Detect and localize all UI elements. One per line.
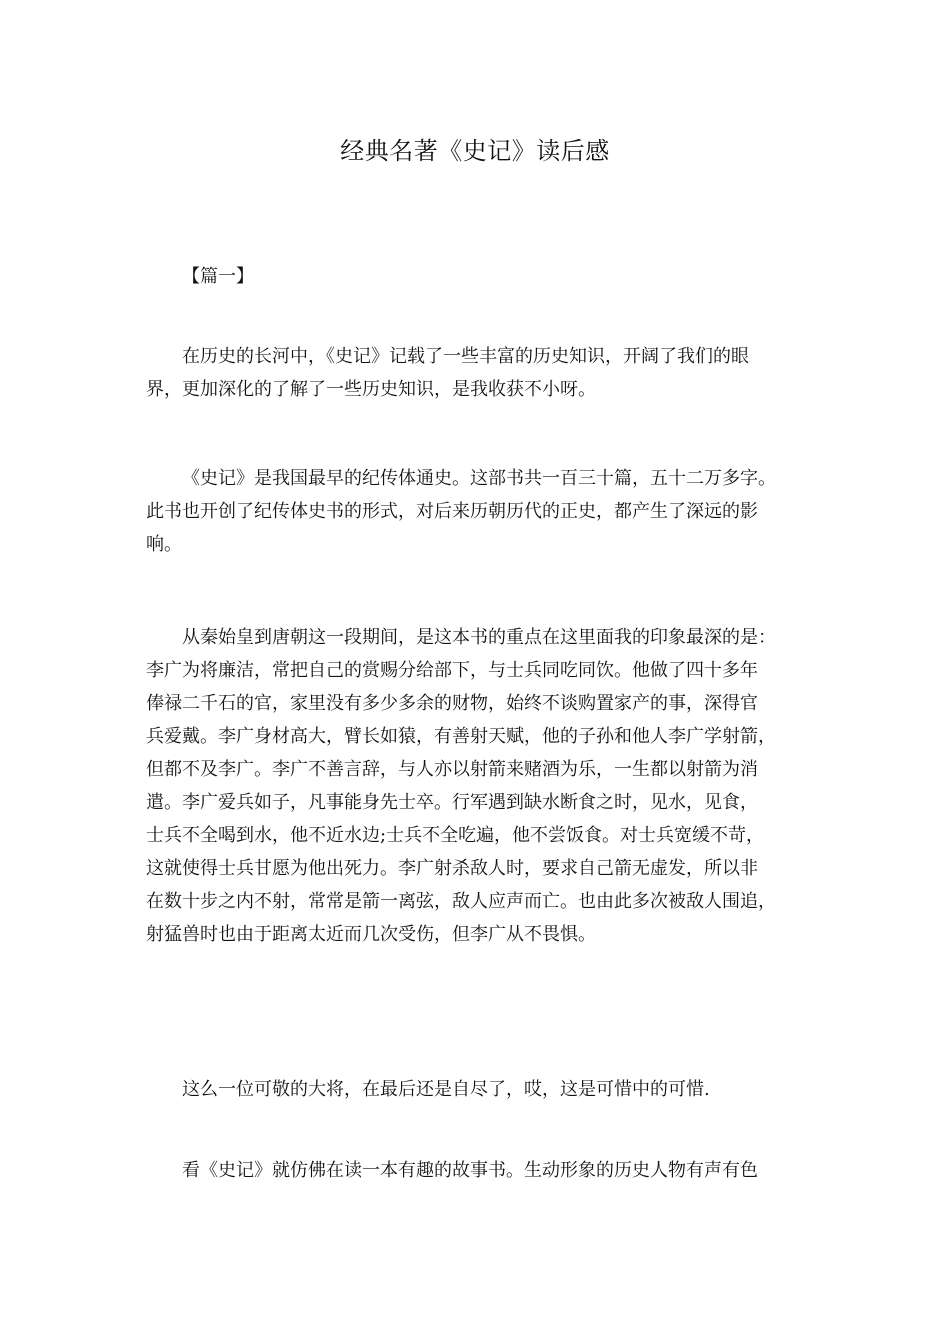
paragraph-line: 遣。李广爱兵如子，凡事能身先士卒。行军遇到缺水断食之时，见水，见食， <box>146 792 758 813</box>
paragraph-line: 俸禄二千石的官，家里没有多少多余的财物，始终不谈购置家产的事，深得官 <box>146 693 758 714</box>
paragraph-line: 看《史记》就仿佛在读一本有趣的故事书。生动形象的历史人物有声有色 <box>182 1160 758 1181</box>
paragraph-1 <box>146 340 810 406</box>
paragraph-line: 李广为将廉洁，常把自己的赏赐分给部下，与士兵同吃同饮。他做了四十多年 <box>146 660 758 681</box>
paragraph-line: 响。 <box>146 534 182 555</box>
paragraph-3 <box>146 621 810 951</box>
paragraph-4 <box>146 1073 810 1106</box>
paragraph-2 <box>146 462 810 561</box>
paragraph-5 <box>146 1154 810 1187</box>
paragraph-line: 士兵不全喝到水，他不近水边;士兵不全吃遍，他不尝饭食。对士兵宽缓不苛， <box>146 825 765 846</box>
paragraph-line: 从秦始皇到唐朝这一段期间，是这本书的重点在这里面我的印象最深的是： <box>182 627 776 648</box>
paragraph-line: 在历史的长河中，《史记》记载了一些丰富的历史知识，开阔了我们的眼 <box>182 346 749 367</box>
paragraph-line: 此书也开创了纪传体史书的形式，对后来历朝历代的正史，都产生了深远的影 <box>146 501 758 522</box>
paragraph-line: 这么一位可敬的大将，在最后还是自尽了，哎，这是可惜中的可惜. <box>182 1079 710 1100</box>
document-title: 经典名著《史记》读后感 <box>340 137 610 165</box>
section-label: 【篇一】 <box>182 266 254 287</box>
paragraph-line: 射猛兽时也由于距离太近而几次受伤，但李广从不畏惧。 <box>146 924 596 945</box>
paragraph-line: 界，更加深化的了解了一些历史知识，是我收获不小呀。 <box>146 379 596 400</box>
paragraph-line: 这就使得士兵甘愿为他出死力。李广射杀敌人时，要求自己箭无虚发，所以非 <box>146 858 758 879</box>
paragraph-line: 但都不及李广。李广不善言辞，与人亦以射箭来赌酒为乐，一生都以射箭为消 <box>146 759 758 780</box>
paragraph-line: 在数十步之内不射，常常是箭一离弦，敌人应声而亡。也由此多次被敌人围追， <box>146 891 776 912</box>
paragraph-line: 《史记》是我国最早的纪传体通史。这部书共一百三十篇，五十二万多字。 <box>182 468 776 489</box>
paragraph-line: 兵爱戴。李广身材高大，臂长如猿，有善射天赋，他的子孙和他人李广学射箭， <box>146 726 776 747</box>
